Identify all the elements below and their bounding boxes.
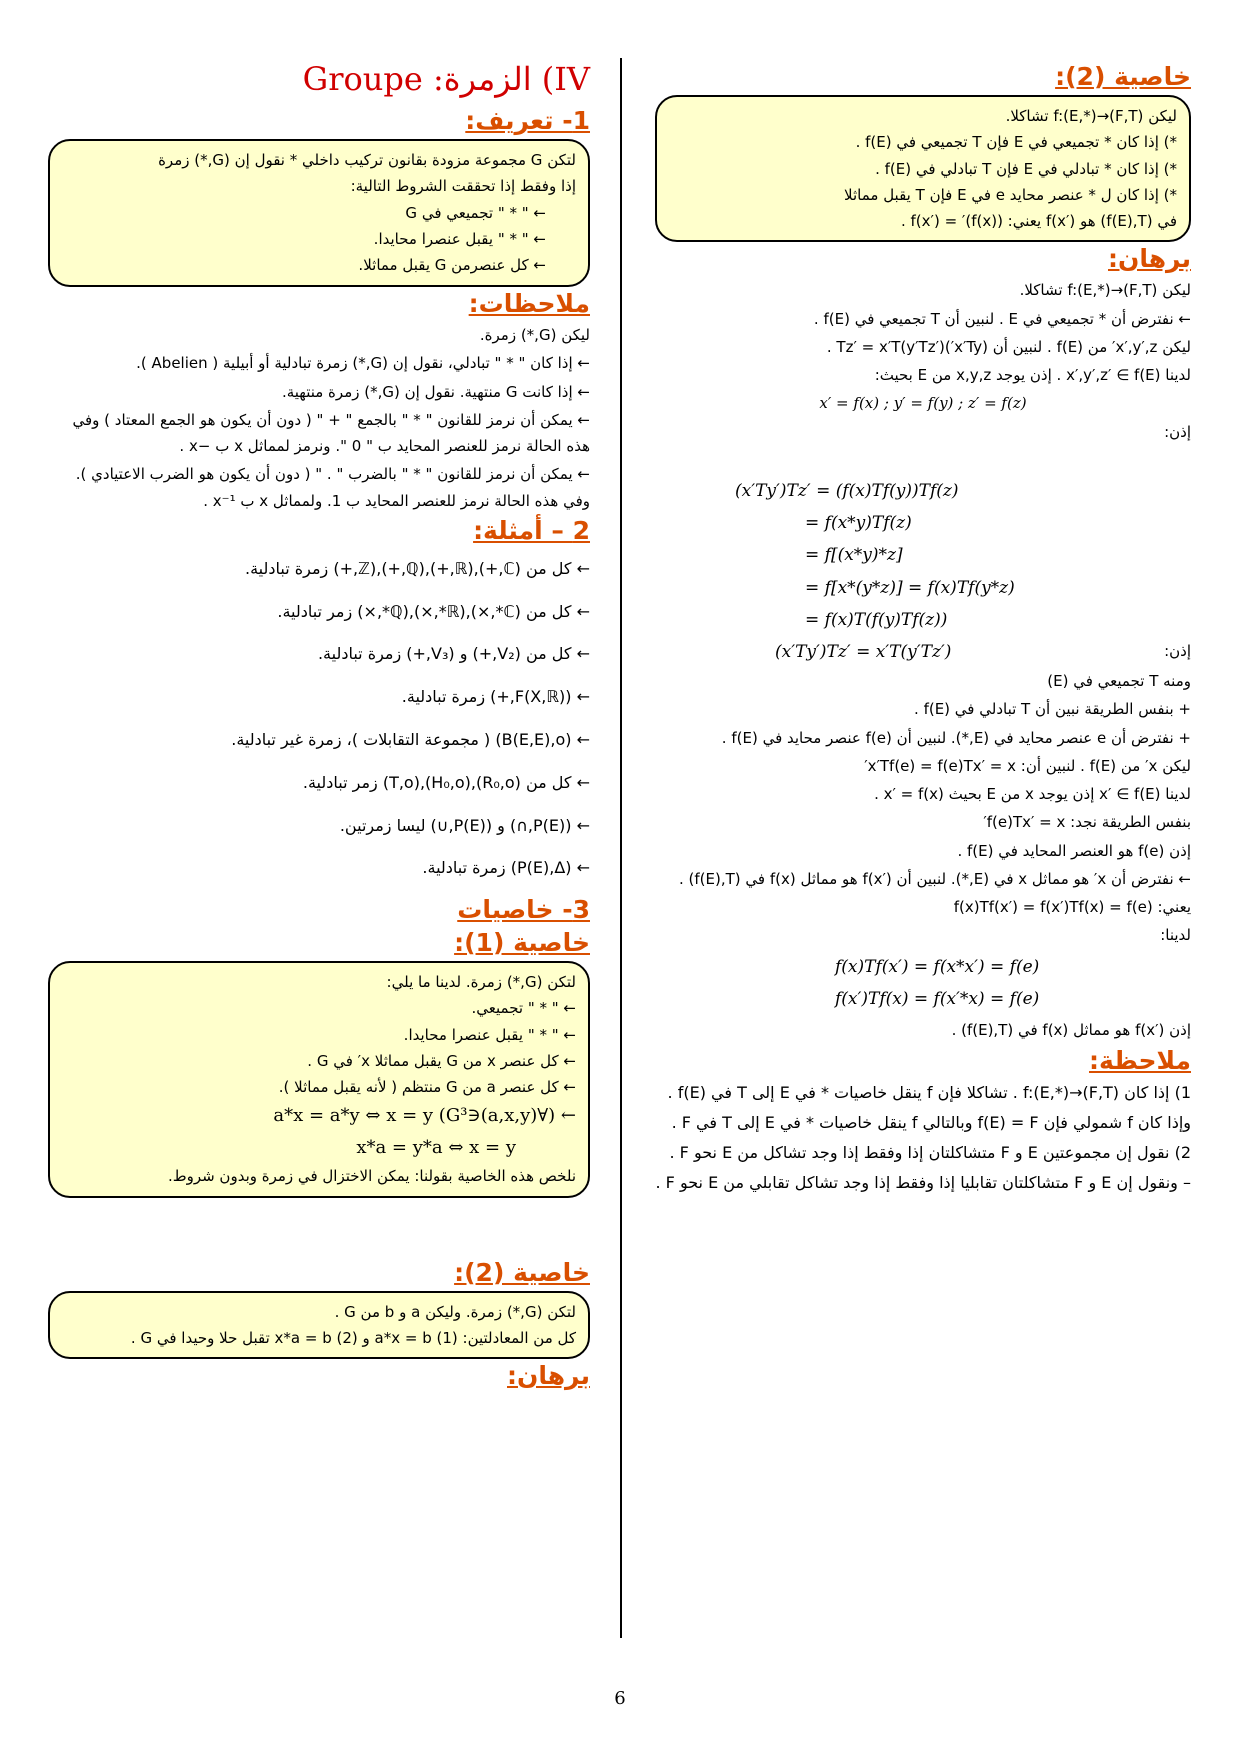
proof-equation: x′ = f(x) ; y′ = f(y) ; z′ = f(z) xyxy=(819,394,1027,413)
note-item: ليكن (G,*) زمرة. xyxy=(479,326,590,344)
note-item: ← يمكن أن نرمز للقانون " * " بالجمع " + " ( دون أن يكون هو الجمع المعتاد ) وفي هذه الحالة نرمز للعنصر المحايد ب " 0 ". ونرمز لمماثل x ب −x . xyxy=(72,410,590,455)
definition-heading: 1- تعريف: xyxy=(465,106,590,135)
property-1-line: لتكن (G,*) زمرة. لدينا ما يلي: xyxy=(386,973,576,992)
right-property-2-heading: خاصية (2): xyxy=(1055,62,1191,91)
proof-line: ← نفترض أن x′ هو مماثل x في (E,*). لنبين أن f(x′) هو مماثل f(x) في (f(E),T) . xyxy=(678,869,1191,888)
left-column xyxy=(48,60,590,1394)
remark-item: – ونقول إن E و F متشاكلتان تقابليا إذا وفقط إذا وجد تشاكل تقابلي من E نحو F . xyxy=(655,1172,1191,1192)
proof-line: إذن: xyxy=(1164,422,1191,441)
remark-heading: ملاحظة: xyxy=(1089,1045,1191,1075)
property-1-formula: x*a = y*a ⇔ x = y xyxy=(356,1136,516,1158)
property-2-line: لتكن (G,*) زمرة. وليكن a و b من G . xyxy=(334,1302,576,1321)
calc-step: (x′Ty′)Tz′ = (f(x)Tf(y))Tf(z) xyxy=(735,480,959,501)
calc-step: = f(x*y)Tf(z) xyxy=(805,513,912,534)
homomorphism-line: *) إذا كان * تجميعي في E فإن T تجميعي في f(E) . xyxy=(855,133,1177,152)
example-item: ← كل من (ℂ*,×),(ℝ*,×),(ℚ*,×) زمر تبادلية. xyxy=(277,601,590,621)
right-proof-heading: برهان: xyxy=(1108,244,1191,274)
proof-line: + بنفس الطريقة نبين أن T تبادلي في f(E) . xyxy=(914,700,1191,719)
calc-step: = f[(x*y)*z] xyxy=(805,545,903,566)
definition-line: إذا وفقط إذا تحققت الشروط التالية: xyxy=(350,177,576,196)
property-1-box xyxy=(48,961,590,1198)
property-1-line: ← " * " تجميعي. xyxy=(471,999,576,1018)
calc-step: = f(x)T(f(y)Tf(z)) xyxy=(805,609,948,630)
note-item: ← إذا كان " * " تبادلي، نقول إن (G,*) زمرة تبادلية أو أبيلية ( Abelien ). xyxy=(136,354,590,373)
property-2-box xyxy=(48,1291,590,1360)
properties-heading: 3- خاصيات xyxy=(457,895,590,925)
homomorphism-line: *) إذا كان * تبادلي في E فإن T تبادلي في f(E) . xyxy=(875,159,1177,178)
then-label: إذن: xyxy=(1164,642,1191,661)
note-item: ← يمكن أن نرمز للقانون " * " بالضرب " . " ( دون أن يكون هو الضرب الاعتيادي ). وفي هذه الحالة نرمز للعنصر المحايد ب 1. ولمماثل x ب x⁻¹ . xyxy=(75,465,590,510)
example-item: ← (B(E,E),o) ( مجموعة التقابلات )، زمرة غير تبادلية. xyxy=(231,729,590,749)
right-property-2-box xyxy=(655,95,1191,242)
note-item: ← إذا كانت G منتهية. نقول إن (G,*) زمرة منتهية. xyxy=(281,382,590,401)
proof-line: بنفس الطريقة نجد: f(e)Tx′ = x′ xyxy=(983,813,1191,832)
example-item: ← (P(E),Δ) زمرة تبادلية. xyxy=(422,858,590,878)
example-item: ← (F(X,ℝ),+) زمرة تبادلية. xyxy=(401,687,590,707)
property-1-heading: خاصية (1): xyxy=(454,928,590,958)
proof-line: لدينا x′,y′,z′ ∈ f(E) . إذن يوجد x,y,z من E بحيث: xyxy=(874,366,1191,384)
homomorphism-line: في (f(E),T) هو f(x′) يعني: (f(x))′ = f(x′) . xyxy=(900,212,1177,230)
remark-item: وإذا كان f شمولي فإن f(E) = F وبالتالي f ينقل خاصيات * في E إلى T في F . xyxy=(671,1112,1191,1132)
definition-condition: ← كل عنصرمن G يقبل مماثلا. xyxy=(358,256,546,274)
notes-heading: ملاحظات: xyxy=(468,289,590,318)
proof-line: ليكن f:(E,*)→(F,T) تشاكلا. xyxy=(1019,281,1191,300)
definition-condition: ← " * " يقبل عنصرا محايدا. xyxy=(373,229,546,248)
property-1-line: ← " * " يقبل عنصرا محايدا. xyxy=(403,1025,576,1044)
property-1-formula: ← (∀(a,x,y)∈G³) a*x = a*y ⇔ x = y xyxy=(273,1105,576,1127)
homomorphism-line: *) إذا كان ل * عنصر محايد e في E فإن T يقبل مماثلا xyxy=(844,185,1177,204)
property-1-line: ← كل عنصر x من G يقبل مماثلا x′ في G . xyxy=(307,1051,576,1070)
example-item: ← كل من (ℂ,+),(ℝ,+),(ℚ,+),(ℤ,+) زمرة تبادلية. xyxy=(245,558,590,578)
definition-line: لتكن G مجموعة مزودة بقانون تركيب داخلي * نقول إن (G,*) زمرة xyxy=(158,151,576,169)
right-column xyxy=(655,60,1191,1199)
proof-line: ← نفترض أن * تجميعي في E . لنبين أن T تجميعي في f(E) . xyxy=(813,309,1191,328)
property-1-summary: نلخص هذه الخاصية بقولنا: يمكن الاختزال في زمرة وبدون شروط. xyxy=(167,1167,576,1186)
remark-item: 2) نقول إن مجموعتين E و F متشاكلتان إذا وفقط إذا وجد تشاكل من E نحو F . xyxy=(669,1142,1191,1162)
definition-condition: ← " * " تجميعي في G xyxy=(405,203,546,222)
proof-heading: برهان: xyxy=(507,1361,590,1391)
example-item: ← (P(E),∩) و (P(E),∪) ليسا زمرتين. xyxy=(339,815,590,835)
remark-item: 1) إذا كان f:(E,*)→(F,T) . تشاكلا فإن f ينقل خاصيات * في E إلى T في f(E) . xyxy=(667,1082,1191,1102)
property-2-heading: خاصية (2): xyxy=(454,1257,590,1287)
section-title-groupe: IV) الزمرة: Groupe xyxy=(302,60,590,98)
property-2-line: كل من المعادلتين: a*x = b (1) و x*a = b (2) تقبل حلا وحيدا في G . xyxy=(130,1328,576,1347)
proof-line: ومنه T تجميعي في (E) xyxy=(1047,672,1191,691)
definition-box xyxy=(48,139,590,287)
proof-line: ليكن x′ من f(E) . لنبين أن: x′Tf(e) = f(e)Tx′ = x′ xyxy=(864,756,1191,775)
calc-result: (x′Ty′)Tz′ = x′T(y′Tz′) xyxy=(775,642,952,663)
calc-step: f(x)Tf(x′) = f(x*x′) = f(e) xyxy=(835,956,1040,977)
proof-line: + نفترض أن e عنصر محايد في (E,*). لنبين أن f(e) عنصر محايد في f(E) . xyxy=(721,728,1191,747)
proof-line: إذن f(e) هو العنصر المحايد في f(E) . xyxy=(957,841,1191,860)
proof-conclusion: إذن f(x′) هو مماثل f(x) في (f(E),T) . xyxy=(951,1021,1191,1040)
proof-line: لدينا x′ ∈ f(E) إذن يوجد x من E بحيث x′ = f(x) . xyxy=(874,785,1191,804)
calc-step: = f[x*(y*z)] = f(x)Tf(y*z) xyxy=(805,577,1015,598)
proof-line: لدينا: xyxy=(1160,926,1191,945)
proof-line: ليكن x′,y′,z′ من f(E) . لنبين أن (x′Ty′)Tz′ = x′T(y′Tz′) . xyxy=(826,337,1191,356)
calc-step: f(x′)Tf(x) = f(x′*x) = f(e) xyxy=(835,989,1040,1010)
example-item: ← كل من (V₂,+) و (V₃,+) زمرة تبادلية. xyxy=(317,644,590,664)
homomorphism-line: ليكن f:(E,*)→(F,T) تشاكلا. xyxy=(1005,107,1177,125)
examples-heading: 2 – أمثلة: xyxy=(473,515,590,545)
example-item: ← كل من (R₀,o),(H₀,o),(T,o) زمر تبادلية. xyxy=(302,772,590,792)
column-divider xyxy=(620,58,622,1638)
property-1-line: ← كل عنصر a من G منتظم ( لأنه يقبل مماثلا ). xyxy=(278,1078,576,1097)
page-number: 6 xyxy=(614,1688,626,1709)
proof-line: يعني: f(x)Tf(x′) = f(x′)Tf(x) = f(e) xyxy=(953,898,1191,917)
